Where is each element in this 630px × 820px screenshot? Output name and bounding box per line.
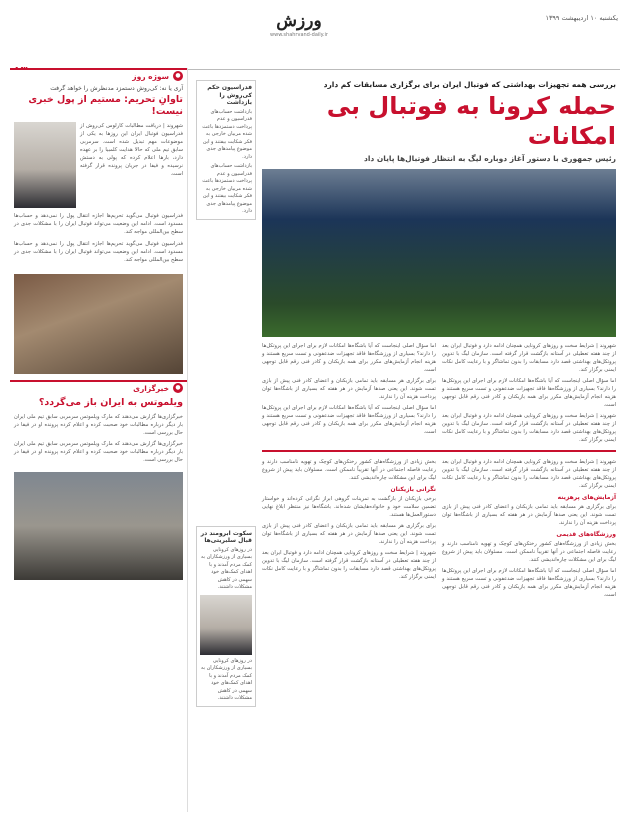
rail-headline: تاوانِ تحریم: مستیم از پول خبری نیست!	[28, 94, 183, 117]
article-columns	[262, 342, 616, 444]
logo-text: ورزش	[276, 11, 322, 31]
bullet-icon: ●	[173, 71, 183, 81]
article-body: برای برگزاری هر مسابقه باید تمامی بازیکنان و اعضای کادر فنی پیش از بازی تست شوند. این یعنی صدها آزمایش در هر هفته که بسیاری از باشگاه‌ها توان پرداخت هزینه آن را ندارند.	[262, 378, 436, 400]
rail-body: شهروند | دریافت مطالبات کارلوس کی‌روش از فدراسیون فوتبال ایران این روزها به یکی از موضوعات مهم تبدیل شده است. سرمربی سابق تیم ملی که حالا هدایت کلمبیا را بر عهده دارد، بارها اعلام کرده که پولی به دستش نرسیده و فیفا در جریان پرونده قرار گرفته است.	[80, 123, 183, 177]
intertitle: ورزشگاه‌های قدیمی	[556, 531, 616, 538]
article-body: شهروند | شرایط سخت و روزهای کرونایی همچنان ادامه دارد و فوتبال ایران بعد از چند هفته تعطیلی در آستانه بازگشت قرار گرفته است. سازمان لیگ با تدوین پروتکل‌های بهداشتی قصد دارد مسابقات را بدون تماشاگر و با رعایت کامل نکات ایمنی برگزار کند.	[262, 550, 436, 580]
article-body: شهروند | شرایط سخت و روزهای کرونایی همچنان ادامه دارد و فوتبال ایران بعد از چند هفته تعطیلی در آستانه بازگشت قرار گرفته است. سازمان لیگ با تدوین پروتکل‌های بهداشتی قصد دارد مسابقات را بدون تماشاگر و با رعایت کامل نکات ایمنی برگزار کند.	[442, 343, 616, 373]
coaches-photo	[14, 472, 183, 580]
article-columns-lower	[262, 458, 616, 599]
article-headline: حمله کرونا به فوتبال بی امکانات	[326, 92, 616, 150]
article-body: شهروند | شرایط سخت و روزهای کرونایی همچنان ادامه دارد و فوتبال ایران بعد از چند هفته تعطیلی در آستانه بازگشت قرار گرفته است. سازمان لیگ با تدوین پروتکل‌های بهداشتی قصد دارد مسابقات را بدون تماشاگر و با رعایت کامل نکات ایمنی برگزار کند.	[442, 459, 616, 489]
sidebar-box-title: فدراسیون حکم کی‌روش را بازداشت	[207, 84, 252, 106]
article-body: برای برگزاری هر مسابقه باید تمامی بازیکنان و اعضای کادر فنی پیش از بازی تست شوند. این یعنی صدها آزمایش در هر هفته که بسیاری از باشگاه‌ها توان پرداخت هزینه آن را ندارند.	[262, 523, 436, 545]
rail-headline: ویلموتس به ایران باز می‌گردد؟	[38, 397, 183, 408]
article-body: اما سؤال اصلی اینجاست که آیا باشگاه‌ها امکانات لازم برای اجرای این پروتکل‌ها را دارند؟ بسیاری از ورزشگاه‌ها فاقد تجهیزات ضدعفونی و تست سریع هستند و هزینه انجام آزمایش‌های مکرر برای همه بازیکنان و کادر فنی رقم قابل توجهی است.	[442, 568, 616, 598]
section-header-news	[10, 380, 187, 394]
main-article	[262, 80, 616, 599]
section-logo	[266, 10, 332, 42]
article-body: بخش زیادی از ورزشگاه‌های کشور رختکن‌های کوچک و تهویه نامناسب دارند و رعایت فاصله اجتماعی در آنها تقریباً ناممکن است. مسئولان باید پیش از شروع لیگ برای این مشکلات چاره‌اندیشی کنند.	[262, 459, 436, 481]
sidebar-box	[196, 80, 256, 220]
article-body: شهروند | شرایط سخت و روزهای کرونایی همچنان ادامه دارد و فوتبال ایران بعد از چند هفته تعطیلی در آستانه بازگشت قرار گرفته است. سازمان لیگ با تدوین پروتکل‌های بهداشتی قصد دارد مسابقات را بدون تماشاگر و با رعایت کامل نکات ایمنی برگزار کند.	[442, 413, 616, 443]
divider	[262, 450, 616, 452]
article-body: اما سؤال اصلی اینجاست که آیا باشگاه‌ها امکانات لازم برای اجرای این پروتکل‌ها را دارند؟ بسیاری از ورزشگاه‌ها فاقد تجهیزات ضدعفونی و تست سریع هستند و هزینه انجام آزمایش‌های مکرر برای همه بازیکنان و کادر فنی رقم قابل توجهی است.	[262, 405, 436, 435]
article-body: بخش زیادی از ورزشگاه‌های کشور رختکن‌های کوچک و تهویه نامناسب دارند و رعایت فاصله اجتماعی در آنها تقریباً ناممکن است. مسئولان باید پیش از شروع لیگ برای این مشکلات چاره‌اندیشی کنند.	[442, 541, 616, 563]
intertitle: آزمایش‌های پرهزینه	[557, 494, 616, 501]
player-portrait	[200, 595, 252, 655]
rail-kicker: آری یا نه: کی‌روش دستمزد مدنظرش را خواهد گرفت	[50, 85, 183, 92]
rail-body-continued: فدراسیون فوتبال می‌گوید تحریم‌ها اجازه انتقال پول را نمی‌دهد و حساب‌ها مسدود است. ادامه این وضعیت می‌تواند فوتبال ایران را با مشکلات جدی در سطح بین‌المللی مواجه کند.	[14, 241, 183, 263]
article-body: اما سؤال اصلی اینجاست که آیا باشگاه‌ها امکانات لازم برای اجرای این پروتکل‌ها را دارند؟ بسیاری از ورزشگاه‌ها فاقد تجهیزات ضدعفونی و تست سریع هستند و هزینه انجام آزمایش‌های مکرر برای همه بازیکنان و کادر فنی رقم قابل توجهی است.	[442, 378, 616, 408]
section-header-topic	[10, 68, 187, 82]
article-column	[442, 458, 616, 599]
logo-site: www.shahrvand-daily.ir	[270, 32, 328, 38]
article-body: برخی بازیکنان از بازگشت به تمرینات گروهی ابراز نگرانی کرده‌اند و خواستار تضمین سلامت خود و خانواده‌هایشان شده‌اند. باشگاه‌ها نیز منتظر ابلاغ نهایی دستورالعمل‌ها هستند.	[262, 496, 436, 518]
article-body: اما سؤال اصلی اینجاست که آیا باشگاه‌ها امکانات لازم برای اجرای این پروتکل‌ها را دارند؟ بسیاری از ورزشگاه‌ها فاقد تجهیزات ضدعفونی و تست سریع هستند و هزینه انجام آزمایش‌های مکرر برای همه بازیکنان و کادر فنی رقم قابل توجهی است.	[262, 343, 436, 373]
article-subtitle: رئیس جمهوری با دستور آغاز دوباره لیگ به انتظار فوتبال‌ها پایان داد	[363, 154, 616, 163]
rail-body-continued: فدراسیون فوتبال می‌گوید تحریم‌ها اجازه انتقال پول را نمی‌دهد و حساب‌ها مسدود است. ادامه این وضعیت می‌تواند فوتبال ایران را با مشکلات جدی در سطح بین‌المللی مواجه کند.	[14, 213, 183, 235]
sidebar-box	[196, 526, 256, 707]
article-supertitle: بررسی همه تجهیزات بهداشتی که فوتبال ایران برای برگزاری مسابقات کم دارد	[323, 80, 616, 89]
masthead	[10, 10, 620, 70]
left-rail	[10, 68, 188, 812]
lead-photo	[262, 169, 616, 337]
intertitle: نگرانی بازیکنان	[390, 486, 436, 493]
article-column	[262, 458, 436, 599]
sidebar-box-title: سکوت ابرومند در قبال سلبریتی‌ها	[200, 529, 252, 544]
issue-date: یکشنبه ۱۰ اردیبهشت ۱۳۹۹	[545, 14, 618, 22]
section-label: سوژه روز	[132, 71, 169, 81]
rail-body: خبرگزاری‌ها گزارش می‌دهند که مارک ویلموتس سرمربی سابق تیم ملی ایران بار دیگر درباره مطالبات خود صحبت کرده و اعلام کرده پرونده او در فیفا در حال بررسی است.	[14, 441, 183, 463]
section-label: خبرگزاری	[133, 383, 169, 393]
coach-photo	[14, 122, 76, 208]
article-body: برای برگزاری هر مسابقه باید تمامی بازیکنان و اعضای کادر فنی پیش از بازی تست شوند. این یعنی صدها آزمایش در هر هفته که بسیاری از باشگاه‌ها توان پرداخت هزینه آن را ندارند.	[442, 504, 616, 526]
article-column	[262, 342, 436, 444]
sidebar-box-body: در روزهای کرونایی بسیاری از ورزشکاران به کمک مردم آمدند و با اهدای کمک‌های خود سهمی در کاهش مشکلات داشتند.	[200, 546, 252, 590]
bullet-icon: ●	[173, 383, 183, 393]
meeting-photo	[14, 274, 183, 374]
sidebar-box-body: بازداشت حساب‌های فدراسیون و عدم پرداخت دستمزدها باعث شده مربیان خارجی به فکر شکایت بیفتند و این موضوع پیامدهای جدی دارد.	[202, 108, 252, 160]
rail-body: خبرگزاری‌ها گزارش می‌دهند که مارک ویلموتس سرمربی سابق تیم ملی ایران بار دیگر درباره مطالبات خود صحبت کرده و اعلام کرده پرونده او در فیفا در حال بررسی است.	[14, 414, 183, 436]
sidebar-box-body: در روزهای کرونایی بسیاری از ورزشکاران به کمک مردم آمدند و با اهدای کمک‌های خود سهمی در کاهش مشکلات داشتند.	[200, 657, 252, 701]
narrow-column	[196, 80, 256, 713]
sidebar-box-body: بازداشت حساب‌های فدراسیون و عدم پرداخت دستمزدها باعث شده مربیان خارجی به فکر شکایت بیفتند و این موضوع پیامدهای جدی دارد.	[202, 163, 252, 214]
article-column	[442, 342, 616, 444]
